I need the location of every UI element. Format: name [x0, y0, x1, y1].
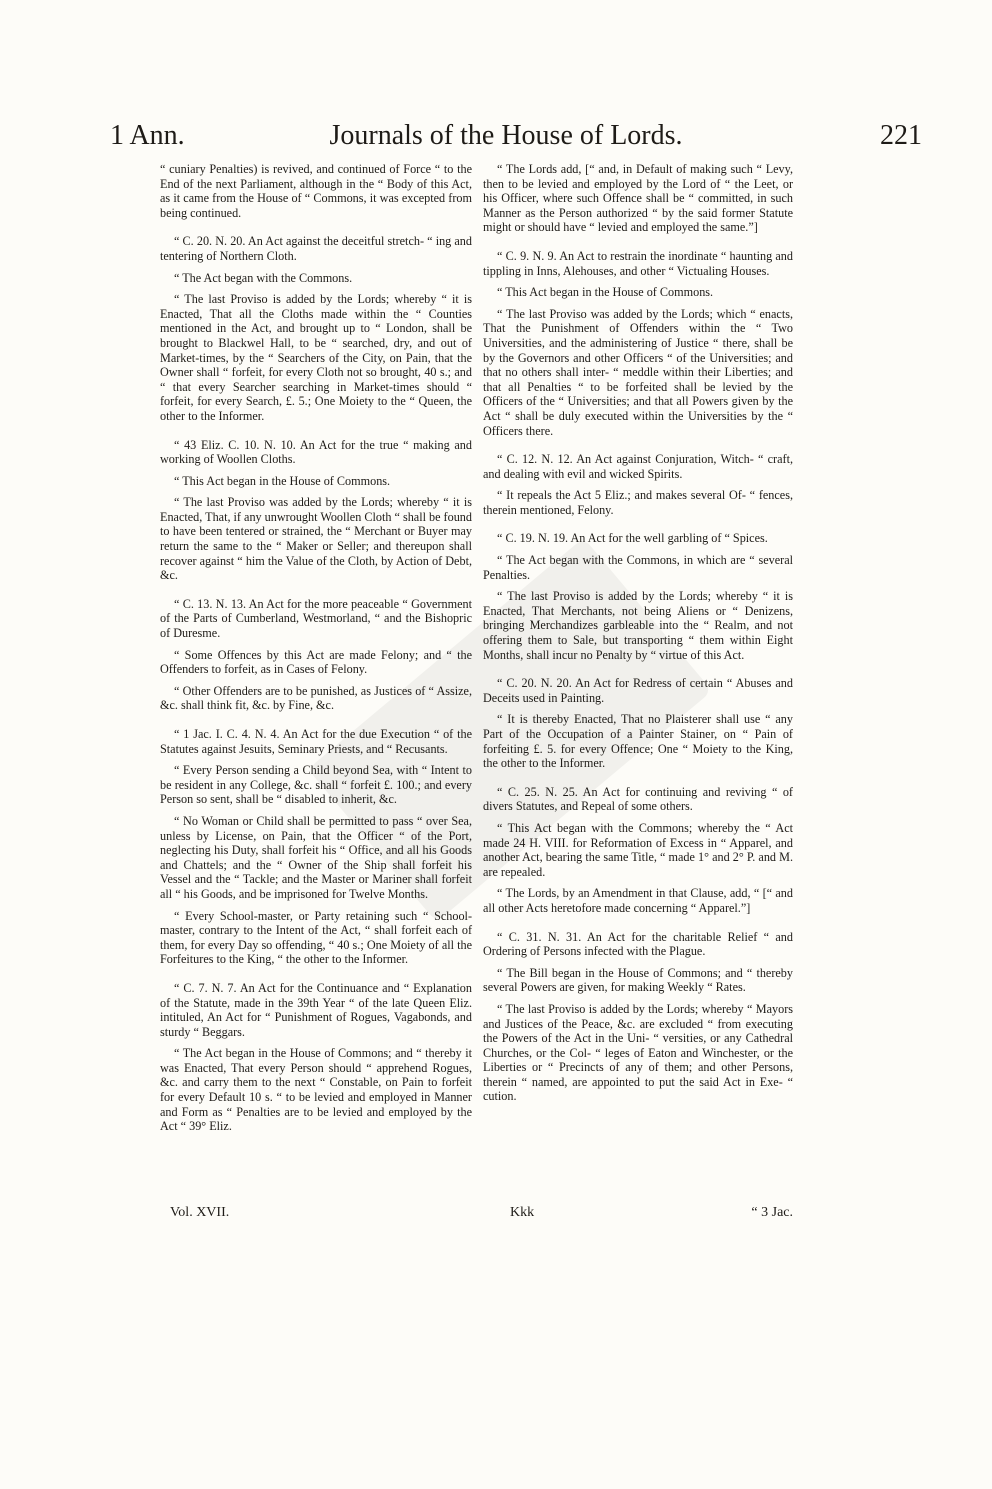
paragraph: “ C. 9. N. 9. An Act to restrain the inordinate “ haunting and tippling in Inns, Alehouses, and other “ Victualing Houses.: [483, 248, 793, 278]
paragraph: “ 1 Jac. I. C. 4. N. 4. An Act for the due Execution “ of the Statutes against Jesuits, Seminary Priests, and “ Recusants.: [160, 727, 472, 756]
signature-mark: Kkk: [510, 1205, 535, 1220]
paragraph: “ The last Proviso was added by the Lords; whereby “ it is Enacted, That, if any unwrought Woollen Cloth “ shall be found to have been tentered or strained, the “ Merchant or Buyer may return the same to the “ Maker or Seller; and thereupon shall recover against “ him the Value of the Cloth, by Action of Debt, &c.: [160, 495, 472, 583]
right-column: [483, 162, 793, 1111]
paragraph: “ cuniary Penalties) is revived, and continued of Force “ to the End of the next Parliament, although in the “ Body of this Act, as it came from the House of “ Commons, it was excepted from being continued.: [160, 162, 472, 220]
paragraph: “ This Act began with the Commons; whereby the “ Act made 24 H. VIII. for Reformation of Excess in “ Apparel, and another Act, bearing the same Title, “ made 1° and 2° P. and M. are repealed.: [483, 820, 793, 879]
page-number: 221: [880, 120, 922, 151]
paragraph: “ The Act began with the Commons, in which are “ several Penalties.: [483, 553, 793, 582]
paragraph: “ The last Proviso is added by the Lords; whereby “ it is Enacted, That Merchants, not being Aliens or “ Denizens, bringing Merchandizes garbleable into the “ Realm, and not offering them to Sale, but transporting “ them within Eight Months, shall incur no Penalty by “ virtue of this Act.: [483, 589, 793, 662]
page-title: Journals of the House of Lords.: [329, 120, 683, 151]
paragraph: “ The last Proviso is added by the Lords; whereby “ Mayors and Justices of the Peace, &c. are excluded “ from executing the Powers of the Act in the Uni- “ versities, or any Cathedral Churches, or the Col- “ leges of Eaton and Winchester, or the Liberties or “ Precincts of any of them; and other Persons, therein “ named, are appointed to put the said Act in Exe- “ cution.: [483, 1001, 793, 1104]
left-column: [160, 162, 472, 1141]
paragraph: “ C. 25. N. 25. An Act for continuing and reviving “ of divers Statutes, and Repeal of some others.: [483, 784, 793, 814]
paragraph: “ C. 12. N. 12. An Act against Conjuration, Witch- “ craft, and dealing with evil and wicked Spirits.: [483, 452, 793, 481]
paragraph: “ Some Offences by this Act are made Felony; and “ the Offenders to forfeit, as in Cases of Felony.: [160, 647, 472, 677]
paragraph: “ It is thereby Enacted, That no Plaisterer shall use “ any Part of the Occupation of a Painter Stainer, on “ Pain of forfeiting £. 5. for every Offence; One “ Moiety to the King, the other to the Informer.: [483, 712, 793, 771]
paragraph: “ C. 20. N. 20. An Act against the deceitful stretch- “ ing and tentering of Northern Cloth.: [160, 234, 472, 263]
paragraph: “ This Act began in the House of Commons.: [174, 473, 391, 488]
page-header: [90, 120, 922, 160]
paragraph: “ The Act began with the Commons.: [174, 270, 353, 285]
paragraph: “ 43 Eliz. C. 10. N. 10. An Act for the true “ making and working of Woollen Cloths.: [160, 437, 472, 467]
paragraph: “ C. 7. N. 7. An Act for the Continuance and “ Explanation of the Statute, made in the 39th Year “ of the late Queen Eliz. intituled, An Act for “ Punishment of Rogues, Vagabonds, and sturdy “ Beggars.: [160, 980, 472, 1039]
paragraph: “ The Lords, by an Amendment in that Clause, add, “ [“ and all other Acts heretofore made concerning “ Apparel.”]: [483, 886, 793, 915]
paragraph: “ Other Offenders are to be punished, as Justices of “ Assize, &c. shall think fit, &c. by Fine, &c.: [160, 683, 472, 713]
paragraph: “ C. 20. N. 20. An Act for Redress of certain “ Abuses and Deceits used in Painting.: [483, 676, 793, 705]
paragraph: “ Every School-master, or Party retaining such “ School-master, contrary to the Intent of the Act, “ shall forfeit each of them, for every Day so offending, “ 40 s.; One Moiety of all the Forfeitures to the King, “ the other to the Informer.: [160, 908, 472, 967]
paragraph: “ The Act began in the House of Commons; and “ thereby it was Enacted, That every Person should “ apprehend Rogues, &c. and carry them to the next “ Constable, on Pain to forfeit for every Default 10 s. “ to be levied and employed in Manner and Form as “ Penalties are to be levied and employed by the Act “ 39° Eliz.: [160, 1046, 472, 1134]
paragraph: “ C. 19. N. 19. An Act for the well garbling of “ Spices.: [497, 531, 768, 546]
paragraph: “ The last Proviso was added by the Lords; which “ enacts, That the Punishment of Offenders within the “ Two Universities, and the administering of Justice “ there, shall be by the Governors and other Officers “ of the Universities; and that no others shall inter- “ meddle within their Liberties; and that all Penalties “ to be forfeited shall be levied by the Officers of the “ Universities; and that all Powers given by the Act “ shall be duly executed within the Universities by the “ Officers there.: [483, 306, 793, 438]
regnal-year: 1 Ann.: [110, 120, 185, 151]
paragraph: “ C. 13. N. 13. An Act for the more peaceable “ Government of the Parts of Cumberland, Westmorland, “ and the Bishopric of Duresme.: [160, 596, 472, 641]
volume-label: Vol. XVII.: [170, 1205, 230, 1220]
page-footer: [160, 1205, 793, 1229]
paragraph: “ The last Proviso is added by the Lords; whereby “ it is Enacted, That all the Cloths made within the “ Counties mentioned in the Act, and brought up to “ London, shall be brought to Blackwel Hall, to be “ searched, dry, and out of Market-times, by the “ Searchers of the City, on Pain, that the Owner shall “ forfeit, for every Cloth not so brought, 40 s.; and “ that every Searcher searching in Market-times should “ forfeit, for every Search, £. 5.; One Moiety to the “ Queen, the other to the Informer.: [160, 292, 472, 423]
paragraph: “ The Bill began in the House of Commons; and “ thereby several Powers are given, for making Weekly “ Rates.: [483, 965, 793, 995]
paragraph: “ No Woman or Child shall be permitted to pass “ over Sea, unless by License, on Pain, that the Officer “ of the Port, neglecting his Duty, shall forfeit his “ Office, and all his Goods and Chattels; and the “ Owner of the Ship shall forfeit his Vessel and the “ Tackle; and the Master or Mariner shall forfeit all “ his Goods, and be imprisoned for Twelve Months.: [160, 813, 472, 901]
paragraph: “ It repeals the Act 5 Eliz.; and makes several Of- “ fences, therein mentioned, Felony.: [483, 488, 793, 517]
paragraph: “ C. 31. N. 31. An Act for the charitable Relief “ and Ordering of Persons infected with the Plague.: [483, 929, 793, 959]
paragraph: “ This Act began in the House of Commons.: [497, 285, 714, 300]
paragraph: “ The Lords add, [“ and, in Default of making such “ Levy, then to be levied and employed by the Lord of “ the Leet, or his Officer, where such Offence shall be “ committed, in such Manner as the Person authorized “ by the said former Statute might or should have “ levied and employed the same.”]: [483, 162, 793, 235]
paragraph: “ Every Person sending a Child beyond Sea, with “ Intent to be resident in any College, &c. shall “ forfeit £. 100.; and every Person so sent, shall be “ disabled to inherit, &c.: [160, 763, 472, 807]
catchword: “ 3 Jac.: [751, 1205, 793, 1220]
